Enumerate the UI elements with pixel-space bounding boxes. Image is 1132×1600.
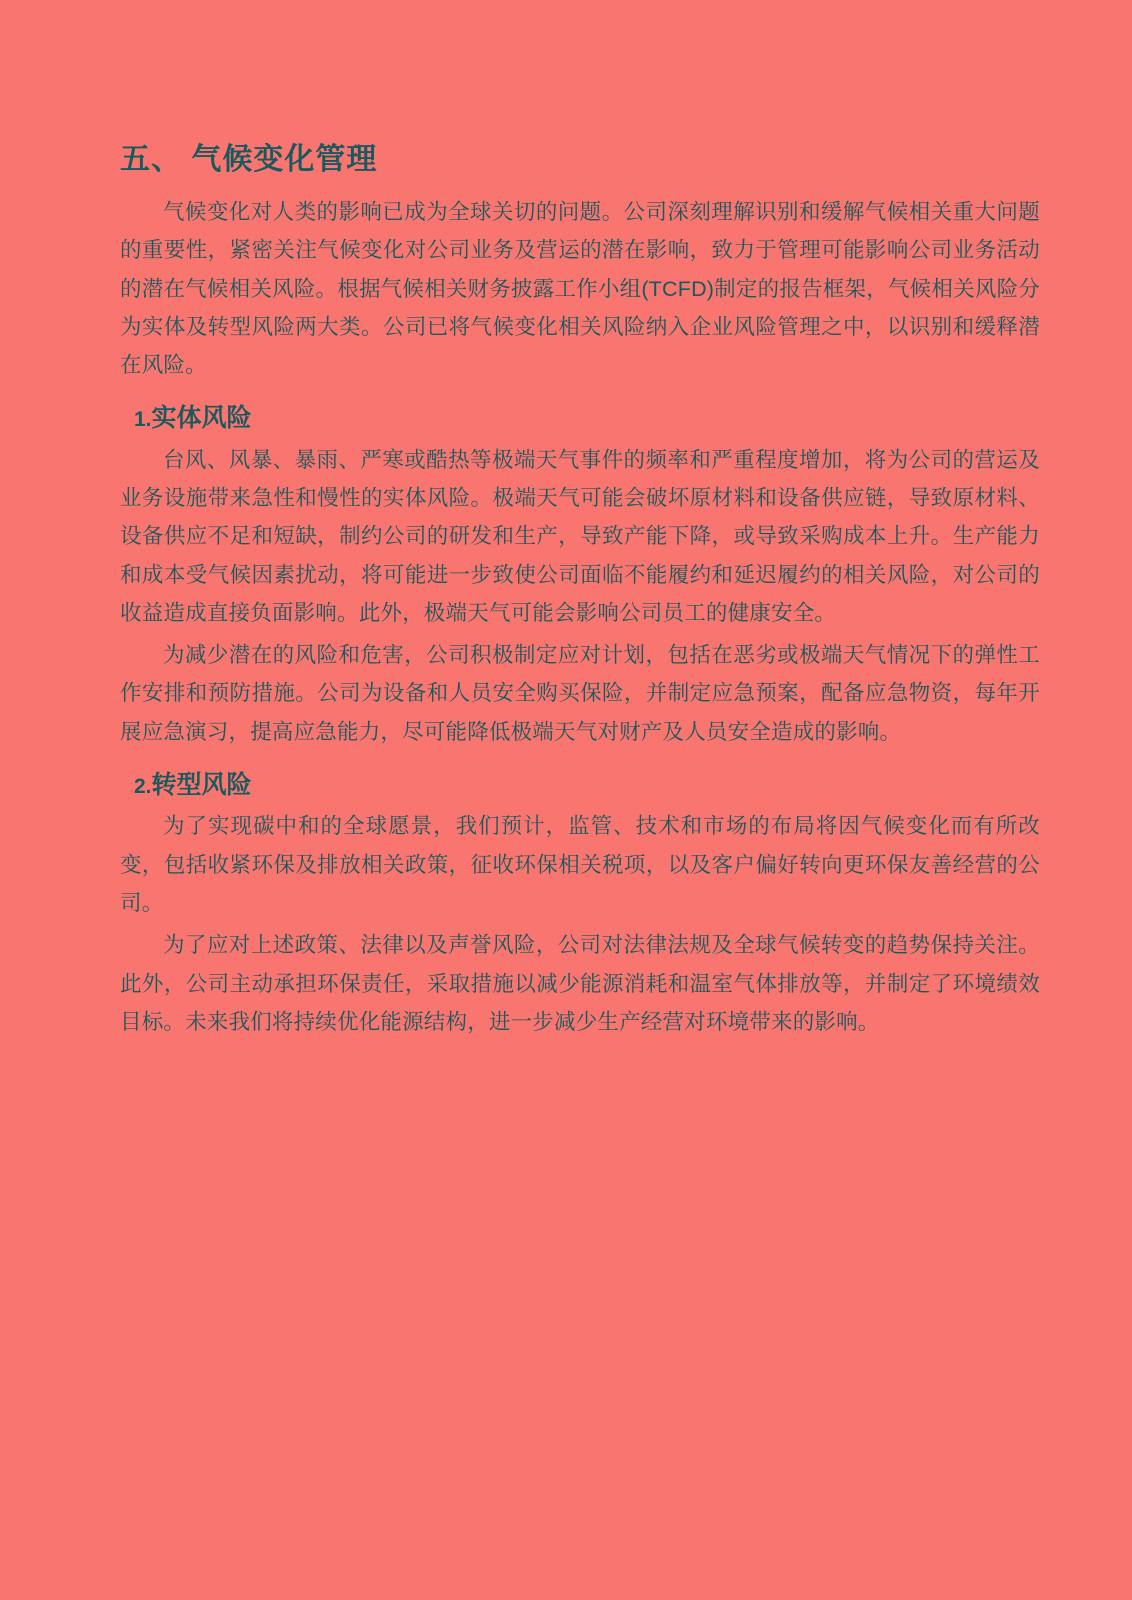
- subsection-2-body: [120, 807, 1040, 1041]
- subsection-1-body: [120, 441, 1040, 751]
- subsection-number-2: 2.: [134, 774, 152, 798]
- subsection-title-1: 实体风险: [151, 404, 252, 433]
- intro-block: [120, 193, 1040, 384]
- subsection-heading-2: [134, 769, 1040, 802]
- subsection-heading-1: [134, 402, 1040, 435]
- paragraph: 为了应对上述政策、法律以及声誉风险，公司对法律法规及全球气候转变的趋势保持关注。此外，公司主动承担环保责任，采取措施以减少能源消耗和温室气体排放等，并制定了环境绩效目标。未来我们将持续优化能源结构，进一步减少生产经营对环境带来的影响。: [120, 933, 1040, 1034]
- paragraph: 为减少潜在的风险和危害，公司积极制定应对计划，包括在恶劣或极端天气情况下的弹性工作安排和预防措施。公司为设备和人员安全购买保险，并制定应急预案，配备应急物资，每年开展应急演习，提高应急能力，尽可能降低极端天气对财产及人员安全造成的影响。: [120, 643, 1040, 744]
- subsection-number-1: 1.: [134, 408, 152, 432]
- document-body: [120, 140, 1040, 1041]
- paragraph: 台风、风暴、暴雨、严寒或酷热等极端天气事件的频率和严重程度增加，将为公司的营运及业务设施带来急性和慢性的实体风险。极端天气可能会破坏原材料和设备供应链，导致原材料、设备供应不足和短缺，制约公司的研发和生产，导致产能下降，或导致采购成本上升。生产能力和成本受气候因素扰动，将可能进一步致使公司面临不能履约和延迟履约的相关风险，对公司的收益造成直接负面影响。此外，极端天气可能会影响公司员工的健康安全。: [120, 447, 1040, 625]
- paragraph: 为了实现碳中和的全球愿景，我们预计，监管、技术和市场的布局将因气候变化而有所改变，包括收紧环保及排放相关政策，征收环保相关税项，以及客户偏好转向更环保友善经营的公司。: [120, 814, 1040, 915]
- intro-paragraph: 气候变化对人类的影响已成为全球关切的问题。公司深刻理解识别和缓解气候相关重大问题的重要性，紧密关注气候变化对公司业务及营运的潜在影响，致力于管理可能影响公司业务活动的潜在气候相关风险。根据气候相关财务披露工作小组(TCFD)制定的报告框架，气候相关风险分为实体及转型风险两大类。公司已将气候变化相关风险纳入企业风险管理之中，以识别和缓释潜在风险。: [120, 200, 1040, 378]
- section-heading: 五、 气候变化管理: [120, 143, 378, 176]
- subsection-title-2: 转型风险: [151, 770, 252, 799]
